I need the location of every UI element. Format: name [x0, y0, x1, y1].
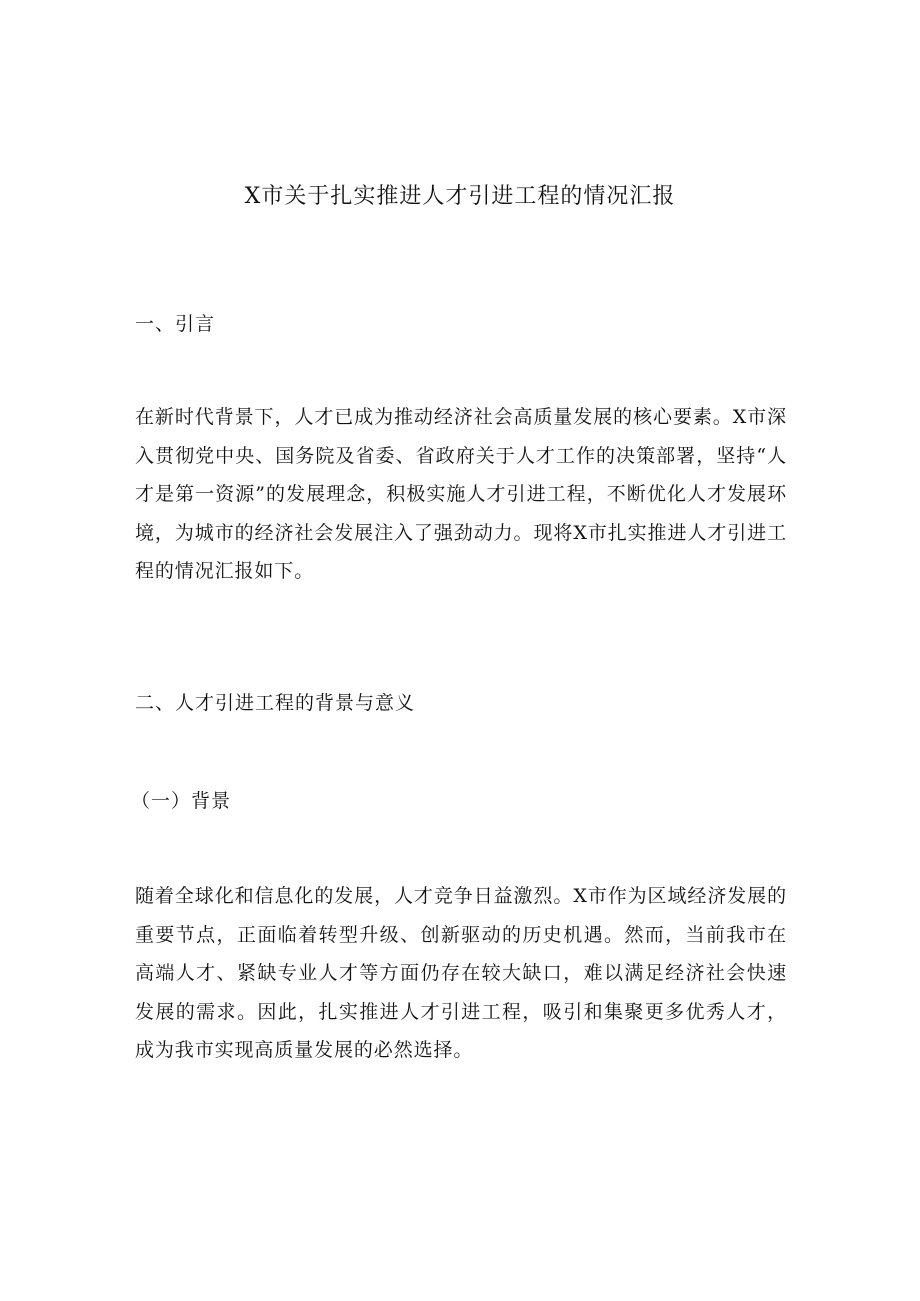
- section-heading-background-significance: 二、人才引进工程的背景与意义: [135, 692, 416, 714]
- subsection-heading-background: （一）背景: [131, 790, 232, 812]
- document-title: X市关于扎实推进人才引进工程的情况汇报: [244, 184, 676, 209]
- introduction-paragraph: 在新时代背景下，人才已成为推动经济社会高质量发展的核心要素。X市深入贯彻党中央、国务院及省委、省政府关于人才工作的决策部署，坚持“人才是第一资源”的发展理念，积极实施人才引进工程，不断优化人才发展环境，为城市的经济社会发展注入了强劲动力。现将X市扎实推进人才引进工程的情况汇报如下。: [135, 406, 787, 582]
- section-heading-introduction: 一、引言: [135, 313, 216, 335]
- background-paragraph: 随着全球化和信息化的发展，人才竞争日益激烈。X市作为区域经济发展的重要节点，正面临着转型升级、创新驱动的历史机遇。然而，当前我市在高端人才、紧缺专业人才等方面仍存在较大缺口，难以满足经济社会快速发展的需求。因此，扎实推进人才引进工程，吸引和集聚更多优秀人才，成为我市实现高质量发展的必然选择。: [135, 885, 787, 1061]
